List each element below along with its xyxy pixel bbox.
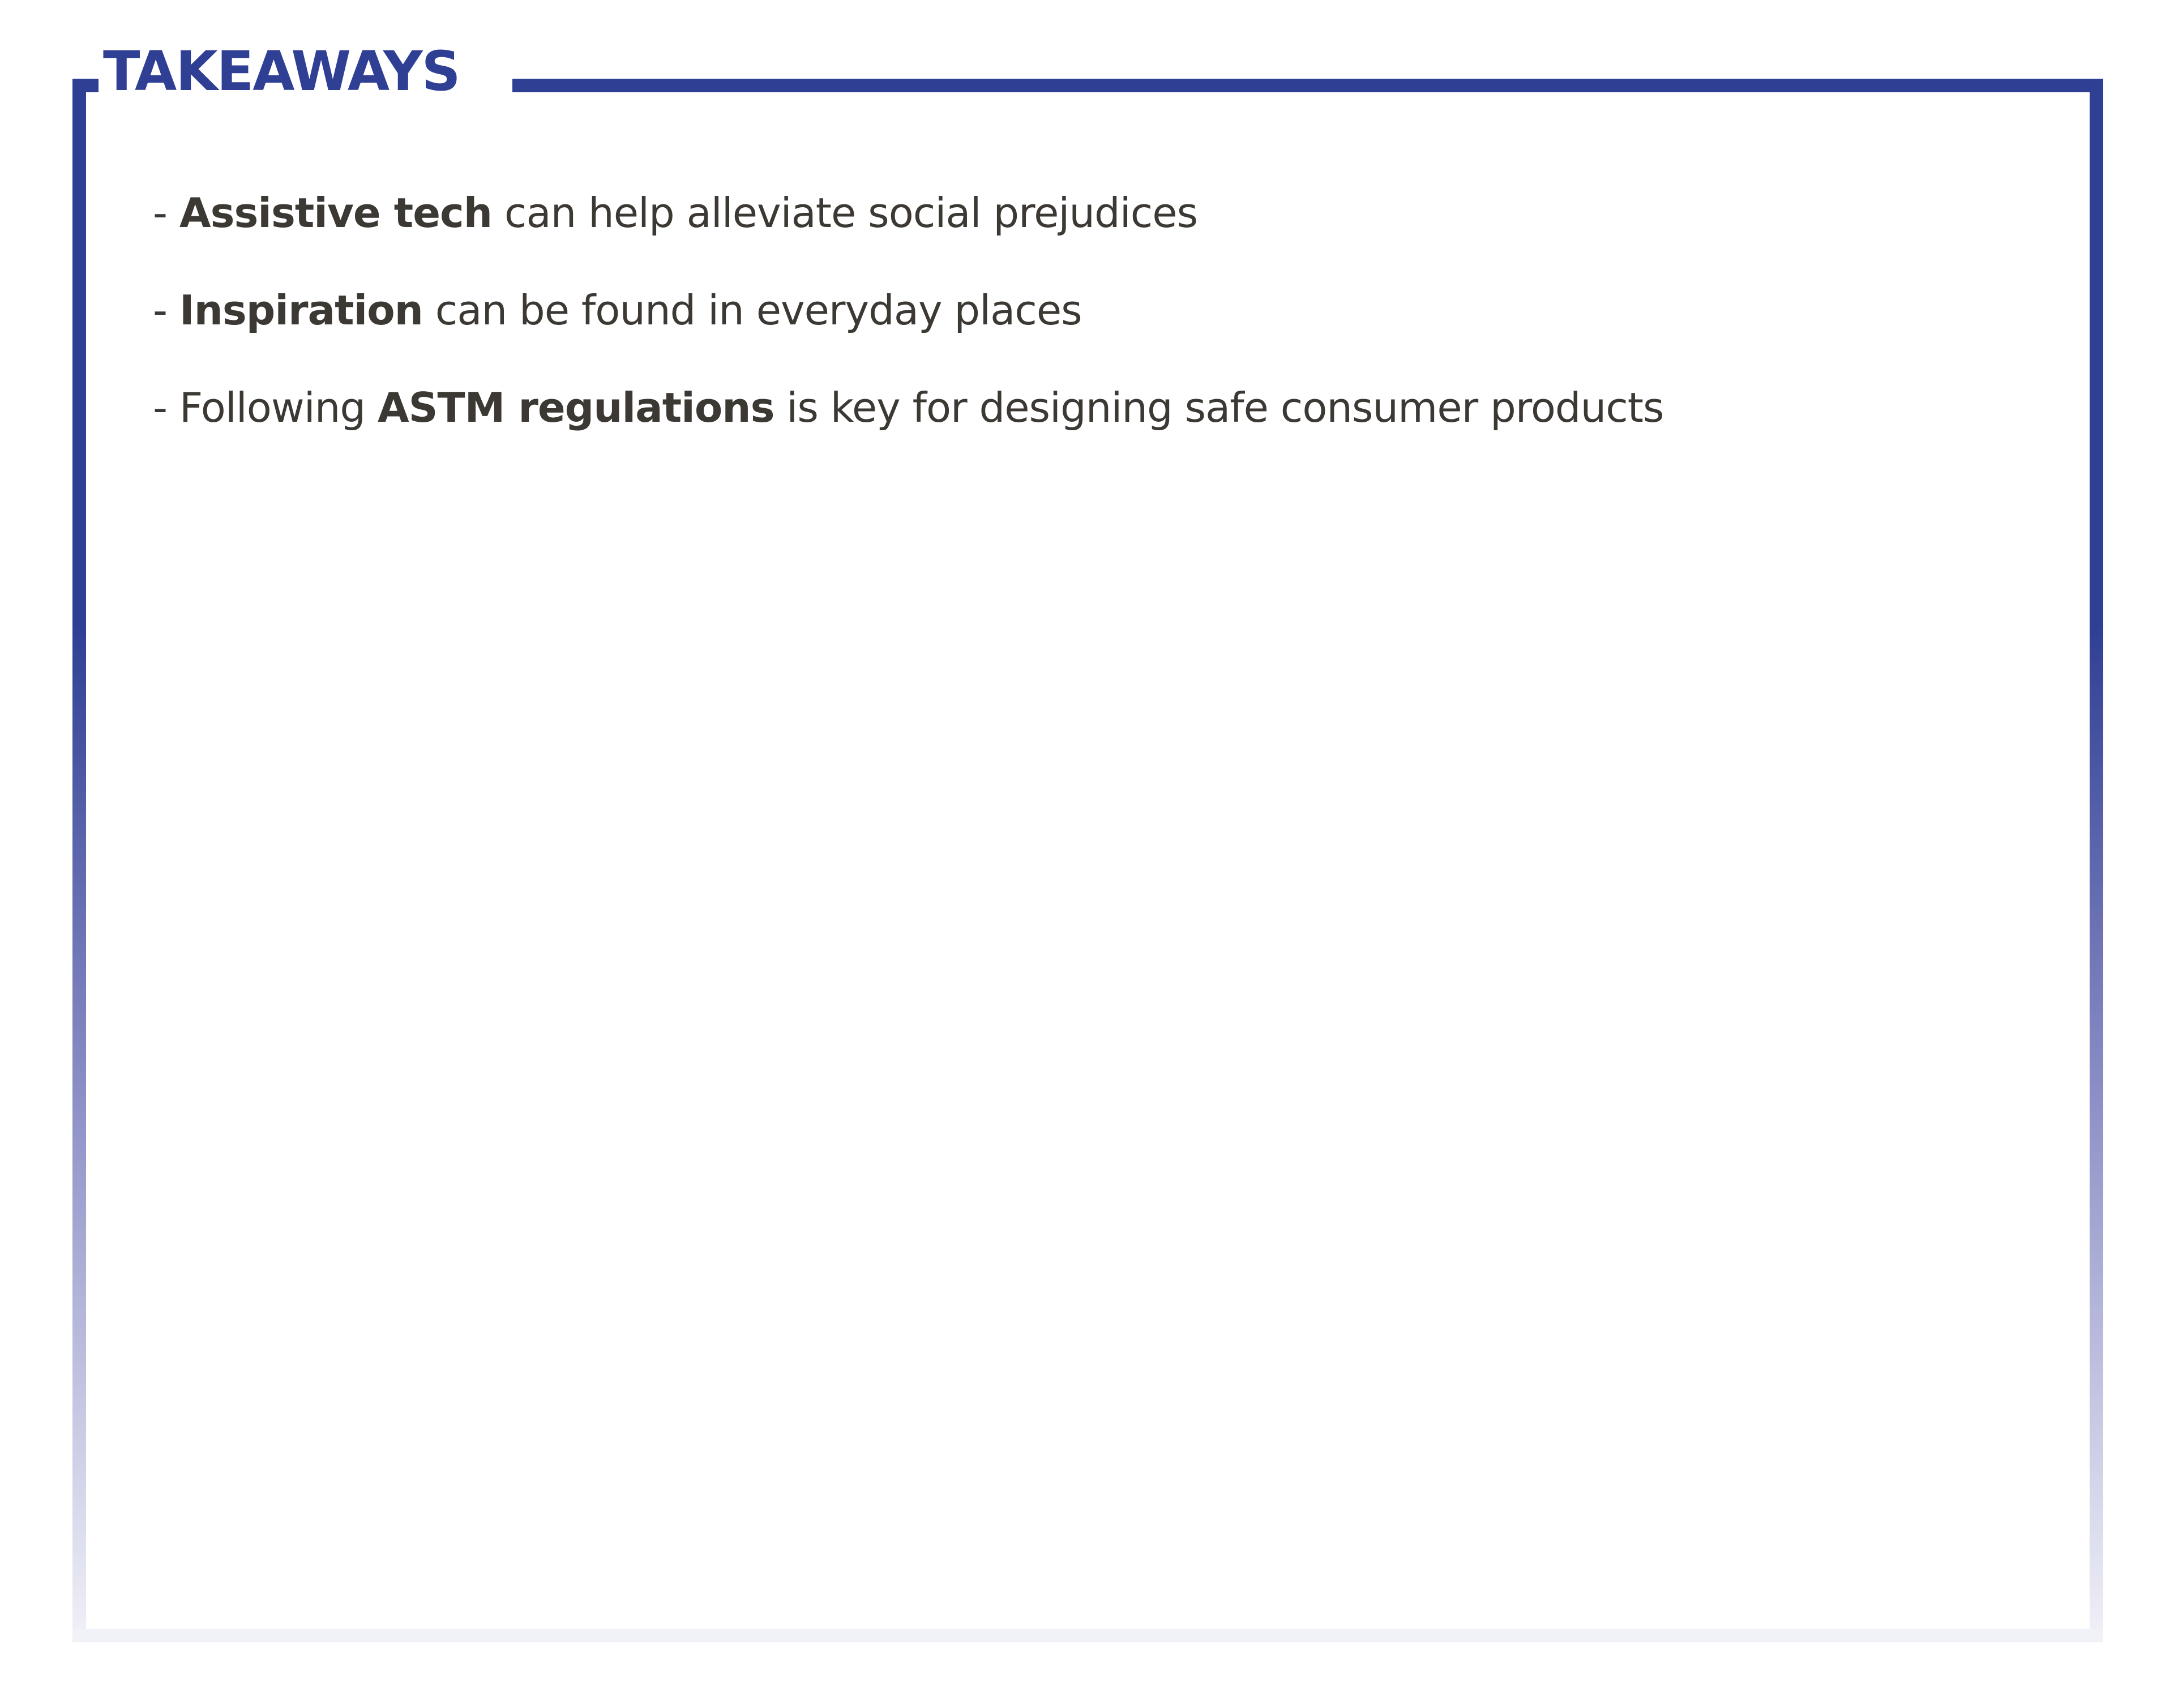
list-item — [153, 286, 1965, 334]
frame-right-border — [2090, 79, 2103, 1642]
list-item — [153, 384, 1965, 431]
takeaways-list — [153, 189, 1965, 485]
frame-top-border — [512, 79, 2103, 92]
item-text: can be found in everyday places — [422, 286, 1082, 334]
item-text: is key for designing safe consumer products — [774, 384, 1664, 431]
item-emphasis: Assistive tech — [179, 189, 492, 237]
item-prefix: - — [153, 286, 179, 334]
list-item — [153, 189, 1965, 237]
item-prefix: - Following — [153, 384, 378, 431]
item-prefix: - — [153, 189, 179, 237]
frame-bottom-border — [72, 1629, 2103, 1642]
item-text: can help alleviate social prejudices — [491, 189, 1198, 237]
page-title: TAKEAWAYS — [103, 40, 460, 103]
item-emphasis: ASTM regulations — [377, 384, 774, 431]
frame-left-border — [72, 79, 86, 1642]
item-emphasis: Inspiration — [179, 286, 423, 334]
